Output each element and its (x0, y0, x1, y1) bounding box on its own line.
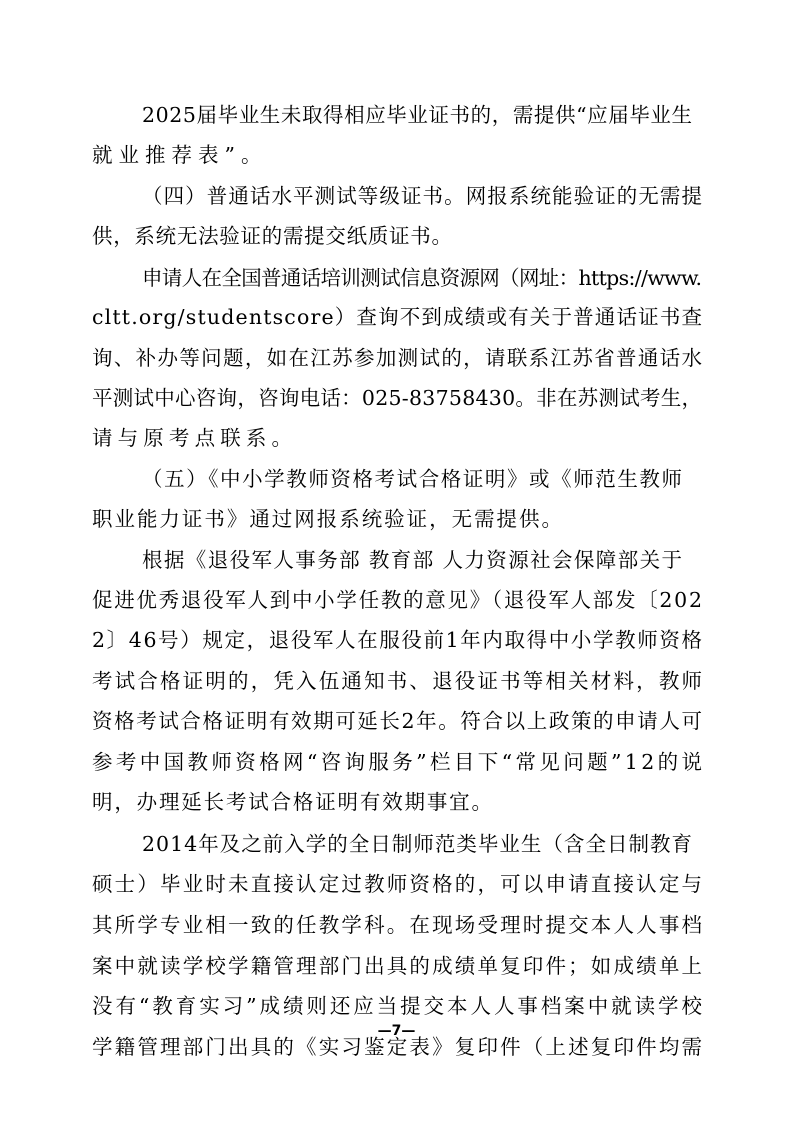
text-line: 询、补办等问题，如在江苏参加测试的，请联系江苏省普通话水 (92, 346, 704, 370)
text-line: 2025届毕业生未取得相应毕业证书的，需提供“应届毕业生 (142, 103, 693, 127)
text-line: 申请人在全国普通话培训测试信息资源网（网址：https://www. (142, 266, 702, 290)
text-line: 参考中国教师资格网“咨询服务”栏目下“常见问题”12的说 (92, 750, 706, 774)
text-line: 职业能力证书》通过网报系统验证，无需提供。 (92, 507, 564, 531)
text-line: 学籍管理部门出具的《实习鉴定表》复印件（上述复印件均需 (92, 1035, 705, 1059)
text-line: 请与原考点联系。 (92, 426, 298, 450)
text-line: 其所学专业相一致的任教学科。在现场受理时提交本人人事档 (92, 913, 705, 937)
text-line: cltt.org/studentscore）查询不到成绩或有关于普通话证书查 (92, 305, 704, 329)
text-line: 供，系统无法验证的需提交纸质证书。 (92, 224, 453, 248)
text-line: （五）《中小学教师资格考试合格证明》或《师范生教师 (142, 467, 684, 491)
text-line: 根据《退役军人事务部 教育部 人力资源社会保障部关于 (142, 548, 684, 572)
text-line: 平测试中心咨询，咨询电话：025-83758430。非在苏测试考生， (92, 386, 703, 410)
text-line: 硕士）毕业时未直接认定过教师资格的，可以申请直接认定与 (92, 872, 705, 896)
text-line: 考试合格证明的，凭入伍通知书、退役证书等相关材料，教师 (92, 669, 705, 693)
page-number: —7— (377, 1023, 416, 1039)
text-line: 资格考试合格证明有效期可延长2年。符合以上政策的申请人可 (92, 709, 704, 733)
text-line: 明，办理延长考试合格证明有效期事宜。 (92, 790, 494, 814)
text-line: 2〕46号）规定，退役军人在服役前1年内取得中小学教师资格 (92, 628, 704, 652)
text-line: （四）普通话水平测试等级证书。网报系统能验证的无需提 (142, 184, 704, 208)
text-line: 促进优秀退役军人到中小学任教的意见》（退役军人部发〔202 (92, 588, 704, 612)
text-line: 就业推荐表”。 (92, 143, 268, 167)
text-line: 案中就读学校学籍管理部门出具的成绩单复印件；如成绩单上 (92, 954, 705, 978)
text-line: 没有“教育实习”成绩则还应当提交本人人事档案中就读学校 (92, 994, 705, 1018)
text-line: 2014年及之前入学的全日制师范类毕业生（含全日制教育 (142, 832, 694, 856)
